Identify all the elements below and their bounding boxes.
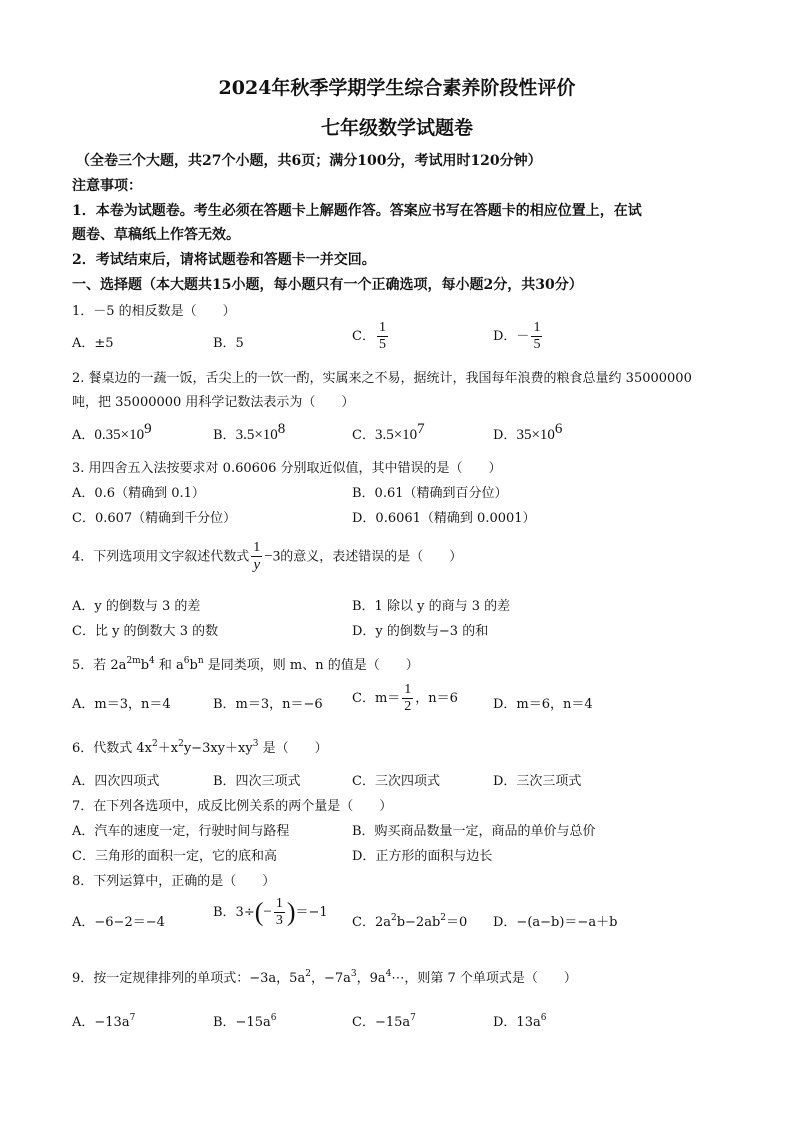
question-7-stem: 7．在下列各选项中，成反比例关系的两个量是（ ） [72,799,393,814]
question-6-stem: 6．代数式 $4x^2+x^2y-3xy+xy^3$ 是（ ） [72,739,328,756]
q7-option-c: C．三角形的面积一定，它的底和高 [72,849,277,864]
notice-item-1: 1．本卷为试题卷。考生必须在答题卡上解题作答。答案应书写在答题卡的相应位置上，在试 [72,203,642,219]
section-heading: 一、选择题（本大题共15小题，每小题只有一个正确选项，每小题2分，共30分） [72,277,583,293]
q6-option-d: D．三次三项式 [493,774,582,789]
question-1-stem: 1．－5 的相反数是（ ） [72,304,236,319]
question-2-stem: 2. 餐桌边的一蔬一饭，舌尖上的一饮一酌，实属来之不易，据统计，我国每年浪费的粮食总量约 35000000 [72,371,692,386]
question-9-stem: 9．按一定规律排列的单项式：−3a，$5a^2$，$-7a^3$，$9a^4\cdots$，则第 7 个单项式是（ ） [72,969,577,986]
q3-option-a: A．0.6（精确到 0.1） [72,486,205,501]
question-2-stem-cont: 吨，把 35000000 用科学记数法表示为（ ） [72,395,355,410]
q2-option-a: A．$0.35\times 10^9$ [72,421,152,443]
q4-option-b: B．1 除以 y 的商与 3 的差 [352,599,511,614]
q1-option-c: C． $\frac{1}{5}$ [352,320,386,353]
q4-option-d: D．y 的倒数与−3 的和 [352,624,489,639]
q5-option-b: B．m＝3，n＝−6 [213,697,323,712]
q9-option-c: C．$-15a^7$ [352,1013,416,1030]
q8-option-a: A．−6−2＝−4 [72,915,165,930]
q3-option-d: D．0.6061（精确到 0.0001） [352,511,536,526]
exam-title: 2024年秋季学期学生综合素养阶段性评价 [218,77,576,99]
question-5-stem: 5．若 $2a^{2m}b^4$ 和 $a^6b^n$ 是同类项，则 m、n 的值是（ ） [72,656,419,673]
q1-option-b: B．5 [213,336,244,351]
q4-option-a: A．y 的倒数与 3 的差 [72,599,201,614]
q5-option-a: A．m＝3，n＝4 [72,697,171,712]
exam-subtitle: 七年级数学试题卷 [320,117,473,139]
notice-item-2: 2．考试结束后，请将试题卷和答题卡一并交回。 [72,252,376,268]
q9-option-b: B．$-15a^6$ [213,1013,277,1030]
q7-option-a: A．汽车的速度一定，行驶时间与路程 [72,824,290,839]
q9-option-a: A．$-13a^7$ [72,1013,136,1030]
q6-option-a: A．四次四项式 [72,774,160,789]
q6-option-c: C．三次四项式 [352,774,440,789]
q2-option-b: B．$3.5\times 10^8$ [213,421,286,443]
notice-heading: 注意事项： [72,178,142,194]
notice-item-1-cont: 题卷、草稿纸上作答无效。 [72,227,240,243]
q2-option-c: C．$3.5\times 10^7$ [352,421,425,443]
q7-option-d: D．正方形的面积与边长 [352,849,493,864]
exam-info: （全卷三个大题，共27个小题，共6页；满分100分，考试用时120分钟） [76,153,542,169]
q8-option-b: B．3÷(− $\frac{1}{3}$ )＝−1 [213,896,328,929]
q6-option-b: B．四次三项式 [213,774,301,789]
question-4-stem: 4．下列选项用文字叙述代数式 $\frac{1}{y}$ −3的意义，表述错误的是（ ） [72,540,463,574]
q3-option-c: C．0.607（精确到千分位） [72,511,237,526]
q1-option-a: A．±5 [72,336,114,351]
q5-option-d: D．m＝6，n＝4 [493,697,593,712]
q5-option-c: C．m＝ $\frac{1}{2}$ ，n＝6 [352,682,458,715]
q3-option-b: B．0.61（精确到百分位） [352,486,508,501]
q8-option-c: C．$2a^2b-2ab^2=0$ [352,913,468,930]
q7-option-b: B．购买商品数量一定，商品的单价与总价 [352,824,596,839]
question-3-stem: 3. 用四舍五入法按要求对 0.60606 分别取近似值，其中错误的是（ ） [72,461,502,476]
question-8-stem: 8．下列运算中，正确的是（ ） [72,874,276,889]
q1-option-d: D．－ $\frac{1}{5}$ [493,320,541,353]
q2-option-d: D．$35\times 10^6$ [493,421,563,443]
q8-option-d: D．−(a−b)＝−a＋b [493,915,618,930]
q4-option-c: C．比 y 的倒数大 3 的数 [72,624,219,639]
q9-option-d: D．$13a^6$ [493,1013,547,1030]
